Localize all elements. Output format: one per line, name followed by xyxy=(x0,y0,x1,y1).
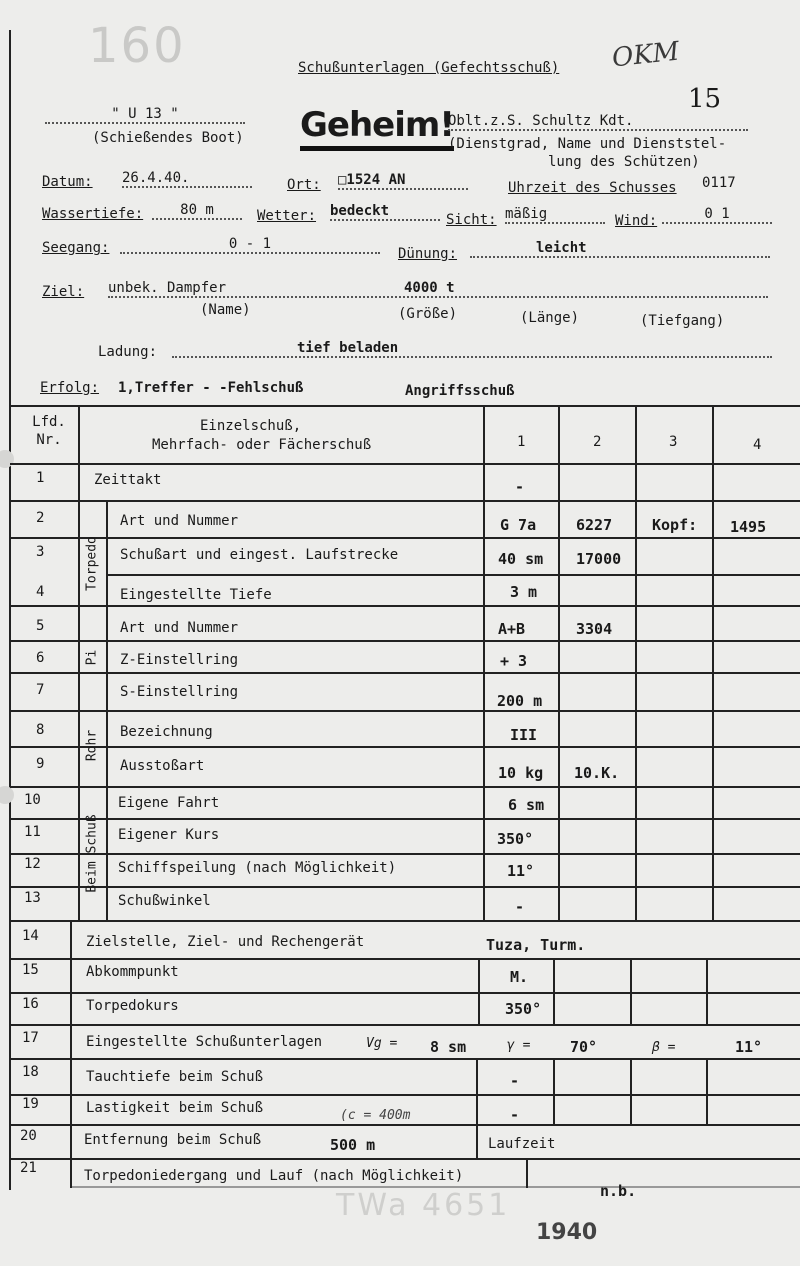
wind-value: 0 1 xyxy=(662,206,772,224)
commander-label-line2: lung des Schützen) xyxy=(548,154,700,170)
row-number: 17 xyxy=(22,1030,39,1046)
row-value-2: 10.K. xyxy=(574,764,620,782)
uhrzeit-label: Uhrzeit des Schusses xyxy=(508,180,677,196)
row-label: Eingestellte Schußunterlagen xyxy=(86,1034,323,1050)
beta-label: β = xyxy=(652,1040,676,1055)
duenung-label: Dünung: xyxy=(398,246,458,262)
row-number: 1 xyxy=(36,470,45,486)
wetter-label: Wetter: xyxy=(257,208,317,224)
row-label: Torpedoniedergang und Lauf (nach Möglichkeit) xyxy=(84,1168,464,1184)
commander-label-line1: (Dienstgrad, Name und Dienststel- xyxy=(448,136,727,152)
vg-label: Vg = xyxy=(366,1036,398,1051)
row-label: Eigener Kurs xyxy=(118,827,220,843)
datum-label: Datum: xyxy=(42,174,93,190)
row-value-3: Kopf: xyxy=(652,516,698,534)
boat-label: (Schießendes Boot) xyxy=(92,130,244,146)
row-value-1: 11° xyxy=(507,862,535,880)
row-number: 14 xyxy=(22,928,39,944)
row-label: Schußart und eingest. Laufstrecke xyxy=(120,547,399,563)
row-label: Entfernung beim Schuß xyxy=(84,1132,262,1148)
wetter-value: bedeckt xyxy=(330,203,440,221)
tiefgang-label: (Tiefgang) xyxy=(640,313,725,329)
row-value-1: 350° xyxy=(505,1000,542,1018)
row-label: Lastigkeit beim Schuß xyxy=(86,1100,264,1116)
sicht-value: mäßig xyxy=(505,206,605,224)
archive-stamp: TWa 4651 xyxy=(336,1188,511,1223)
row-label: Art und Nummer xyxy=(120,620,239,636)
row-number: 3 xyxy=(36,544,45,560)
row-value-1: 3 m xyxy=(510,583,538,601)
row-number: 21 xyxy=(20,1160,37,1176)
ziel-line xyxy=(108,280,768,298)
row-value-1: - xyxy=(510,1106,520,1124)
document-title: Schußunterlagen (Gefechtsschuß) xyxy=(298,60,560,76)
row-number: 6 xyxy=(36,650,45,666)
vg-value: 8 sm xyxy=(430,1038,467,1056)
ladung-value: tief beladen xyxy=(172,340,772,358)
group-beim-schuss: Beim Schuß xyxy=(84,814,100,893)
angriff-value: Angriffsschuß xyxy=(405,383,515,399)
erfolg-value: 1,Treffer - -Fehlschuß xyxy=(118,380,304,396)
group-torpedo: Torpedo xyxy=(84,536,100,591)
row-label: Z-Einstellring xyxy=(120,652,239,668)
row-number: 20 xyxy=(20,1128,37,1144)
row-note-handwritten: (c = 400m xyxy=(340,1108,411,1123)
row-value-1: - xyxy=(510,1072,520,1090)
row-label: Schußwinkel xyxy=(118,893,211,909)
row-number: 12 xyxy=(24,856,41,872)
page-left-edge xyxy=(9,30,11,1190)
row-value-2: 3304 xyxy=(576,620,613,638)
row-number: 11 xyxy=(24,824,41,840)
year-stamp: 1940 xyxy=(536,1220,598,1245)
row-number: 4 xyxy=(36,584,45,600)
name-label: (Name) xyxy=(200,302,251,318)
row-number: 2 xyxy=(36,510,45,526)
header-col-2: 2 xyxy=(593,434,602,450)
row-label: Tauchtiefe beim Schuß xyxy=(86,1069,264,1085)
uhrzeit-value: 0117 xyxy=(702,175,736,191)
document-number: 15 xyxy=(688,84,722,114)
gamma-value: 70° xyxy=(570,1038,598,1056)
groesse-label: (Größe) xyxy=(398,306,458,322)
row-label: Ausstoßart xyxy=(120,758,205,774)
row-value-2: 17000 xyxy=(576,550,622,568)
header-desc-line2: Mehrfach- oder Fächerschuß xyxy=(152,437,372,453)
laenge-label: (Länge) xyxy=(520,310,580,326)
seegang-value: 0 - 1 xyxy=(120,236,380,254)
row-number: 15 xyxy=(22,962,39,978)
boat-value: " U 13 " xyxy=(45,106,245,124)
row-value-1: 10 kg xyxy=(498,764,544,782)
row-label: Torpedokurs xyxy=(86,998,179,1014)
row-value-1: 6 sm xyxy=(508,796,545,814)
row-number: 13 xyxy=(24,890,41,906)
row-label: Zielstelle, Ziel- und Rechengerät xyxy=(86,934,365,950)
row-number: 18 xyxy=(22,1064,39,1080)
row-value-1: M. xyxy=(510,968,529,986)
row-label: Zeittakt xyxy=(94,472,162,488)
row-label: S-Einstellring xyxy=(120,684,239,700)
punch-hole xyxy=(0,450,14,468)
row-value-1: G 7a xyxy=(500,516,537,534)
row-value: Tuza, Turm. xyxy=(486,936,586,954)
row-value-4: 1495 xyxy=(730,518,767,536)
row-number: 7 xyxy=(36,682,45,698)
row-number: 16 xyxy=(22,996,39,1012)
header-col-1: 1 xyxy=(517,434,526,450)
row-label: Art und Nummer xyxy=(120,513,239,529)
datum-value: 26.4.40. xyxy=(122,170,252,188)
row-value: n.b. xyxy=(600,1182,637,1200)
commander-value: Oblt.z.S. Schultz Kdt. xyxy=(448,113,748,131)
row-value-1: + 3 xyxy=(500,652,528,670)
row-value-2: 6227 xyxy=(576,516,613,534)
wassertiefe-value: 80 m xyxy=(152,202,242,220)
beta-value: 11° xyxy=(735,1038,763,1056)
header-desc-line1: Einzelschuß, xyxy=(200,418,302,434)
gamma-label: γ = xyxy=(507,1038,531,1053)
row-value: 500 m xyxy=(330,1136,376,1154)
punch-hole xyxy=(0,786,14,804)
header-col-4: 4 xyxy=(753,437,762,453)
row-number: 8 xyxy=(36,722,45,738)
duenung-value: leicht xyxy=(470,240,770,258)
row-label: Bezeichnung xyxy=(120,724,213,740)
row-value-1: - xyxy=(515,478,525,496)
row-value-1: 350° xyxy=(497,830,534,848)
page-number-stamp: 160 xyxy=(88,18,186,74)
row-value-1: 200 m xyxy=(497,692,543,710)
secret-stamp: Geheim! xyxy=(300,104,454,151)
row-label: Eingestellte Tiefe xyxy=(120,587,272,603)
header-lfd-nr: Lfd. Nr. xyxy=(32,414,66,448)
ort-value: □1524 AN xyxy=(338,172,468,190)
row-label: Eigene Fahrt xyxy=(118,795,220,811)
sicht-label: Sicht: xyxy=(446,212,497,228)
wassertiefe-label: Wassertiefe: xyxy=(42,206,144,222)
row-number: 9 xyxy=(36,756,45,772)
row-number: 10 xyxy=(24,792,41,808)
group-rohr: Rohr xyxy=(84,729,100,762)
initials-handwritten: OKM xyxy=(610,36,681,74)
ziel-name-value: unbek. Dampfer xyxy=(108,280,227,296)
group-pi: Pi xyxy=(84,649,100,666)
row-value-1: A+B xyxy=(498,620,526,638)
row-label: Schiffspeilung (nach Möglichkeit) xyxy=(118,860,397,876)
row-value-1: - xyxy=(515,898,525,916)
ziel-groesse-value: 4000 t xyxy=(404,280,455,296)
wind-label: Wind: xyxy=(615,213,658,229)
row-label: Abkommpunkt xyxy=(86,964,179,980)
seegang-label: Seegang: xyxy=(42,240,110,256)
ziel-label: Ziel: xyxy=(42,284,85,300)
erfolg-label: Erfolg: xyxy=(40,380,100,396)
laufzeit-label: Laufzeit xyxy=(488,1136,556,1152)
ladung-label: Ladung: xyxy=(98,344,158,360)
header-col-3: 3 xyxy=(669,434,678,450)
ort-label: Ort: xyxy=(287,177,321,193)
row-number: 5 xyxy=(36,618,45,634)
row-number: 19 xyxy=(22,1096,39,1112)
row-value-1: III xyxy=(510,726,538,744)
row-value-1: 40 sm xyxy=(498,550,544,568)
